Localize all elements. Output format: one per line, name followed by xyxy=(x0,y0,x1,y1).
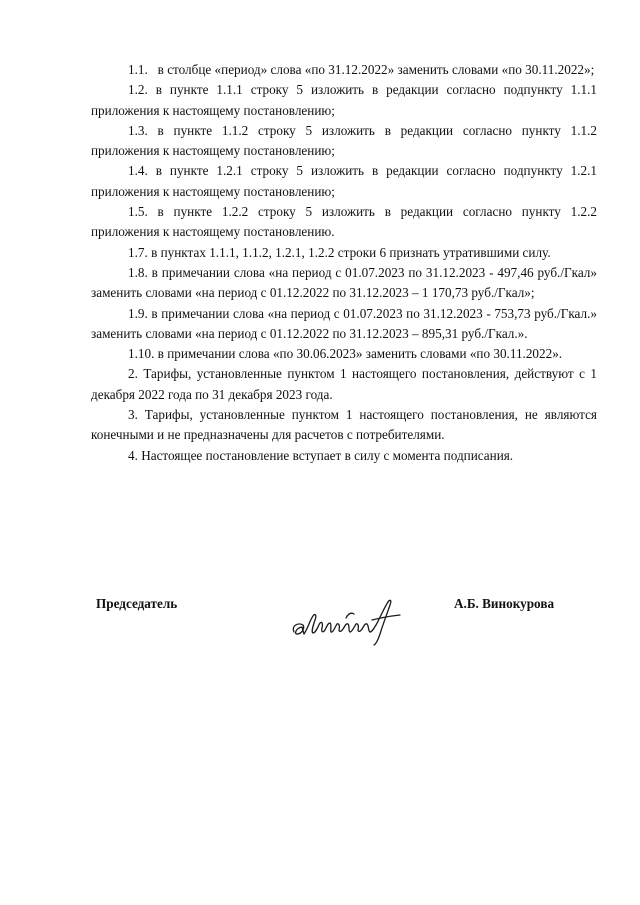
paragraph-1-10: 1.10. в примечании слова «по 30.06.2023» заменить словами «по 30.11.2022». xyxy=(128,346,563,362)
paragraph-1-2: 1.2. в пункте 1.1.1 строку 5 изложить в редакции согласно подпункту 1.1.1 приложения к настоящему постановлению; xyxy=(91,82,597,118)
paragraph-4: 4. Настоящее постановление вступает в силу с момента подписания. xyxy=(128,447,514,463)
signatory-name: А.Б. Винокурова xyxy=(454,596,555,611)
document-body xyxy=(91,60,597,466)
paragraph-1-8: 1.8. в примечании слова «на период с 01.07.2023 по 31.12.2023 - 497,46 руб./Гкал» заменить словами «на период с 01.12.2022 по 31.12.2023 – 1 170,73 руб./Гкал»; xyxy=(91,264,597,301)
paragraph-2: 2. Тарифы, установленные пунктом 1 настоящего постановления, действуют с 1 декабря 2022 года по 31 декабря 2023 года. xyxy=(91,366,597,402)
paragraph-1-5: 1.5. в пункте 1.2.2 строку 5 изложить в редакции согласно пункту 1.2.2 приложения к настоящему постановлению. xyxy=(91,204,597,240)
paragraph-1-7: 1.7. в пунктах 1.1.1, 1.1.2, 1.2.1, 1.2.2 строки 6 признать утратившими силу. xyxy=(128,244,551,260)
handwritten-signature xyxy=(288,590,413,648)
paragraph-1-1: 1.1. в столбце «период» слова «по 31.12.2022» заменить словами «по 30.11.2022»; xyxy=(128,62,595,77)
paragraph-1-3: 1.3. в пункте 1.1.2 строку 5 изложить в редакции согласно пункту 1.1.2 приложения к настоящему постановлению; xyxy=(91,122,597,159)
paragraph-3: 3. Тарифы, установленные пунктом 1 настоящего постановления, не являются конечными и не предназначены для расчетов с потребителями. xyxy=(91,407,597,443)
signatory-title: Председатель xyxy=(96,596,178,611)
paragraph-1-4: 1.4. в пункте 1.2.1 строку 5 изложить в редакции согласно подпункту 1.2.1 приложения к настоящему постановлению; xyxy=(91,163,597,199)
paragraph-1-9: 1.9. в примечании слова «на период с 01.07.2023 по 31.12.2023 - 753,73 руб./Гкал.» заменить словами «на период с 01.12.2022 по 31.12.2023 – 895,31 руб./Гкал.». xyxy=(91,305,597,341)
